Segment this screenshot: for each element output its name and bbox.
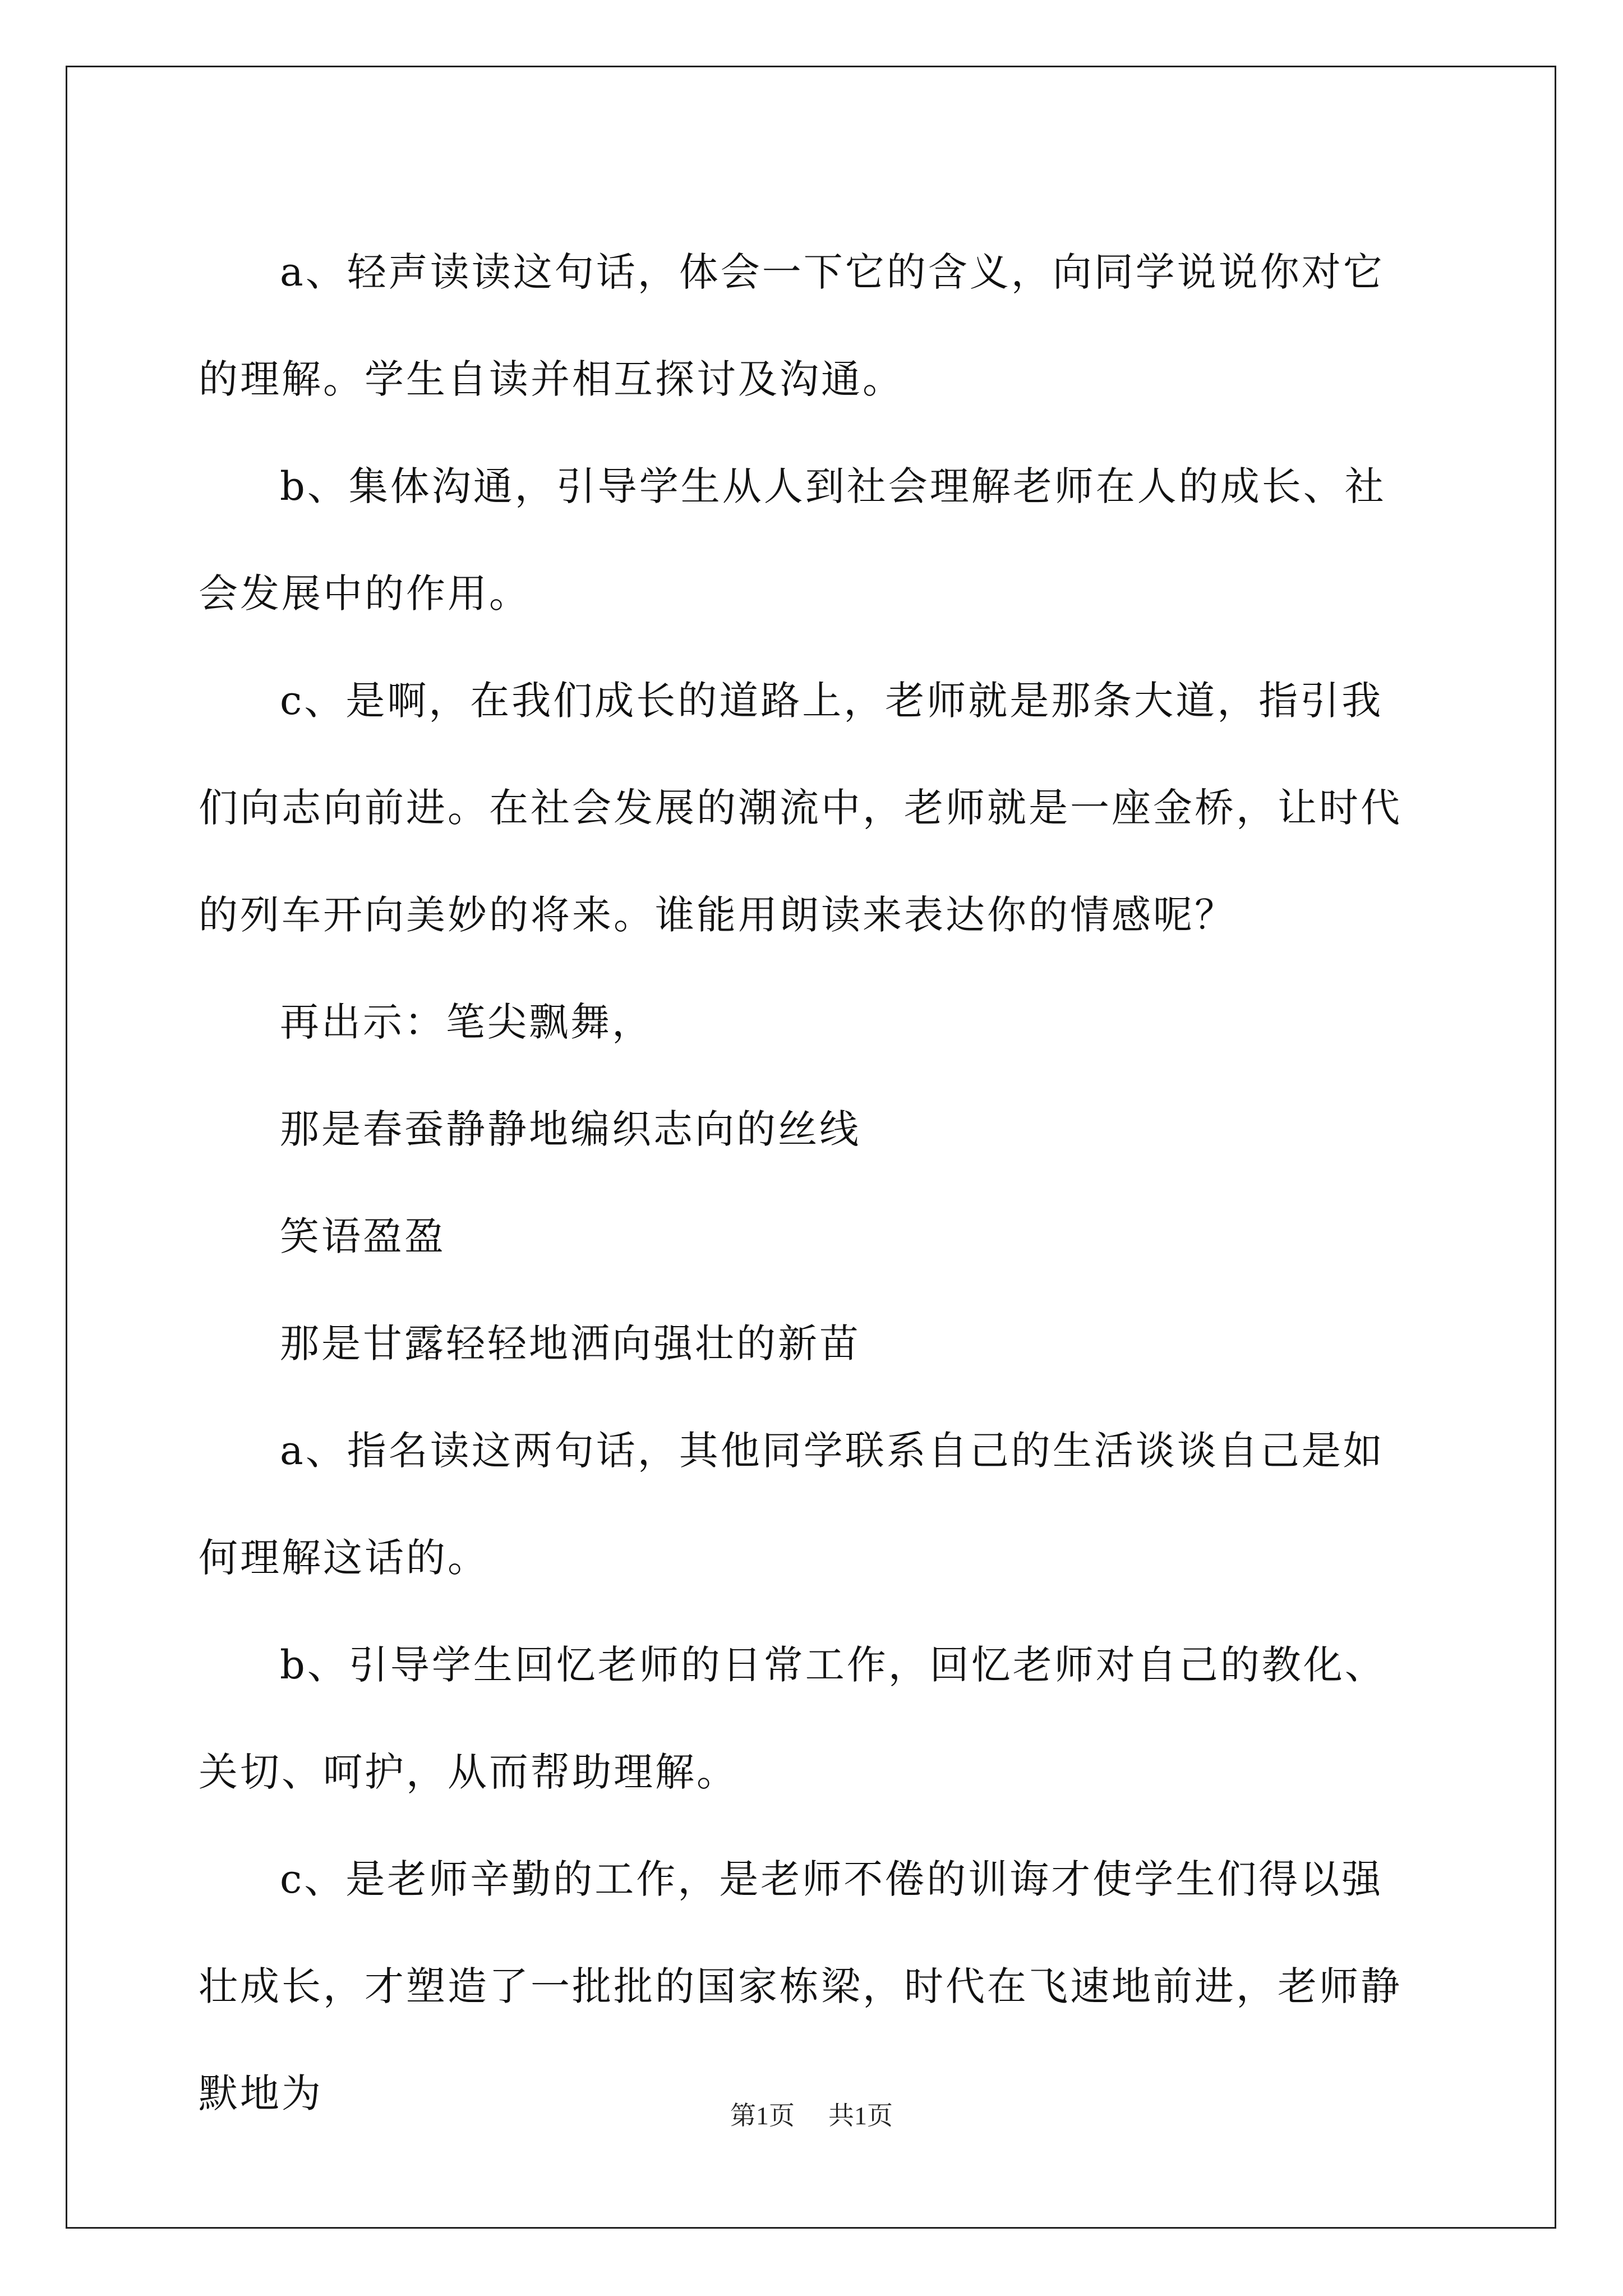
poem-line-3: 笑语盈盈	[280, 1213, 446, 1259]
paragraph-a1: a、轻声读读这句话，体会一下它的含义，向同学说说你对它的理解。学生自读并相互探讨及沟通。	[199, 249, 1385, 402]
poem-line-2: 那是春蚕静静地编织志向的丝线	[280, 1106, 861, 1152]
poem-line-1: 再出示：笔尖飘舞，	[280, 999, 653, 1045]
paragraph-b1: b、集体沟通，引导学生从人到社会理解老师在人的成长、社会发展中的作用。	[199, 463, 1386, 616]
page-number: 第1页	[730, 2101, 795, 2130]
document-body	[199, 219, 1424, 2147]
paragraph-c2: c、是老师辛勤的工作，是老师不倦的训诲才使学生们得以强壮成长，才塑造了一批批的国家栋梁，时代在飞速地前进，老师静默地为	[199, 1856, 1402, 2116]
paragraph-a2: a、指名读这两句话，其他同学联系自己的生活谈谈自己是如何理解这话的。	[199, 1428, 1385, 1581]
page-footer	[0, 2095, 1623, 2132]
page-total: 共1页	[828, 2101, 893, 2130]
paragraph-c1: c、是啊，在我们成长的道路上，老师就是那条大道，指引我们向志向前进。在社会发展的潮流中，老师就是一座金桥，让时代的列车开向美妙的将来。谁能用朗读来表达你的情感呢？	[199, 678, 1402, 938]
paragraph-b2: b、引导学生回忆老师的日常工作，回忆老师对自己的教化、关切、呵护，从而帮助理解。	[199, 1642, 1386, 1795]
poem-line-4: 那是甘露轻轻地洒向强壮的新苗	[280, 1320, 861, 1366]
